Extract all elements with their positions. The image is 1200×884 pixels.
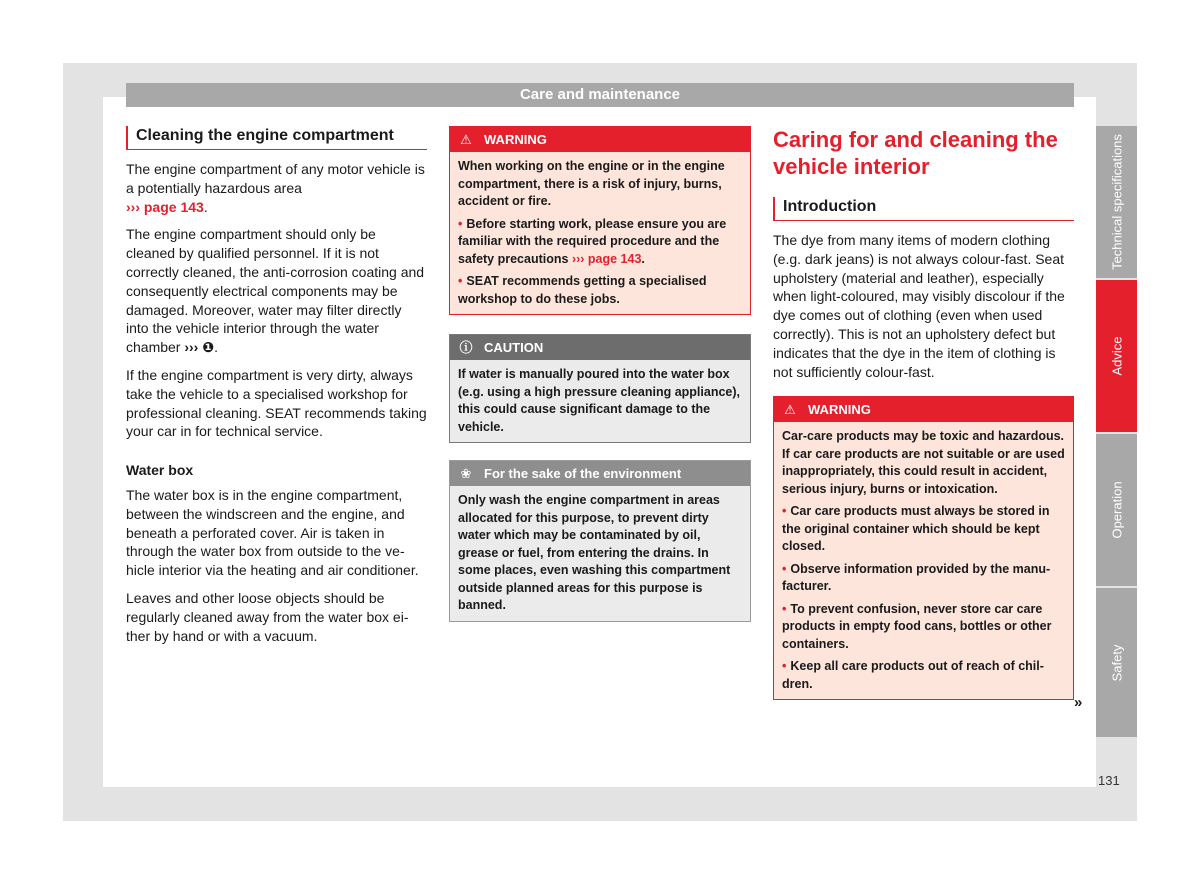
page-link[interactable]: ››› page 143 xyxy=(571,251,642,266)
bullet-icon: • xyxy=(782,601,787,616)
paragraph: The dye from many items of modern clothing (e.g. dark jeans) is not always colour-fast. Seat upholstery (material and leather), especially when light-coloured, may visibly discolour if the dye comes out of clothing (even when used correctly). This is not an upholstery defect but indicates that the dye in the item of clothing is not sufficiently colour-fast. xyxy=(773,232,1065,380)
bullet-icon: • xyxy=(458,274,463,288)
tab-safety[interactable]: Safety xyxy=(1096,588,1137,737)
page-link[interactable]: ››› page 143 xyxy=(126,198,204,215)
warning-bullet: • Observe information provided by the manufacturer. xyxy=(782,561,1051,594)
environment-box xyxy=(449,460,751,622)
warning-header: ⚠ WARNING xyxy=(450,127,750,152)
bullet-icon: • xyxy=(782,504,787,519)
caution-text: If water is manually poured into the water box (e.g. using a high pressure cleaning appliance), this could cause significant damage to the vehicle. xyxy=(458,367,741,434)
warning-reference-link[interactable]: ››› ❶ xyxy=(184,339,215,356)
column-engine-compartment xyxy=(126,126,427,645)
warning-intro: When working on the engine or in the engine compartment, there is a risk of injury, burns, accident or fire. xyxy=(458,159,725,208)
section-heading: Cleaning the engine compartment xyxy=(126,126,427,150)
caution-header: ⓘ CAUTION xyxy=(450,335,750,360)
warning-header: ⚠ WARNING xyxy=(774,397,1073,422)
environment-header: ❀ For the sake of the environment xyxy=(450,461,750,486)
warning-triangle-icon: ⚠ xyxy=(784,402,796,418)
caution-box xyxy=(449,334,751,443)
warning-intro: Car-care products may be toxic and hazardous. If car care products are not suitable or are used inappropriately, this could result in accident, serious injury, burns or intoxication. xyxy=(782,429,1065,496)
warning-bullet: • Keep all care products out of reach of children. xyxy=(782,659,1044,691)
warning-bullet: • SEAT recommends getting a specialised workshop to do these jobs. xyxy=(458,274,707,306)
bullet-icon: • xyxy=(458,216,463,231)
column-interior-care xyxy=(773,126,1074,700)
paragraph: The water box is in the engine compartment, between the windscreen and the engine, and beneath a perforated cover. Air is taken in through the water box from outside to the vehicle interior via the heating and air conditioner. xyxy=(126,486,419,579)
chapter-title: Caring for and cleaning the vehicle interior xyxy=(773,127,1058,179)
environment-flower-icon: ❀ xyxy=(460,466,472,481)
paragraph: The engine compartment of any motor vehicle is a potentially hazardous area ››› page 143. xyxy=(126,161,425,215)
paragraph: Leaves and other loose objects should be regularly cleaned away from the water box either by hand or with a vacuum. xyxy=(126,589,409,644)
warning-box xyxy=(449,126,751,315)
warning-bullet: • Before starting work, please ensure you are familiar with the required procedure and the safety precautions ››› page 143. xyxy=(458,216,727,266)
paragraph: If the engine compartment is very dirty, always take the vehicle to a specialised workshop for professional cleaning. SEAT recommends taking your car in for technical service. xyxy=(126,366,427,440)
introduction-heading: Introduction xyxy=(773,197,1074,221)
warning-bullet: • Car care products must always be stored in the original container which should be kept closed. xyxy=(782,504,1050,554)
paragraph: The engine compartment should only be cleaned by qualified personnel. If it is not correctly cleaned, the anti-corrosion coating and consequently electrical components may be damaged. Moreover, water may filter directly into the vehicle interior through the water chamber ››› ❶. xyxy=(126,226,425,356)
tab-technical-specifications[interactable]: Technical specifications xyxy=(1096,126,1137,278)
caution-icon: ⓘ xyxy=(459,340,473,355)
warning-box xyxy=(773,396,1074,700)
water-box-heading: Water box xyxy=(126,462,194,479)
warning-bullet: • To prevent confusion, never store car care products in empty food cans, bottles or other containers. xyxy=(782,601,1052,651)
bullet-icon: • xyxy=(782,561,787,576)
tab-advice[interactable]: Advice xyxy=(1096,280,1137,432)
warning-triangle-icon: ⚠ xyxy=(460,132,472,147)
page-number: 131 xyxy=(1098,773,1120,788)
continue-arrow-icon: » xyxy=(1074,694,1083,711)
bullet-icon: • xyxy=(782,659,787,674)
section-header: Care and maintenance xyxy=(126,83,1074,107)
environment-text: Only wash the engine compartment in areas allocated for this purpose, to prevent dirty water which may be contaminated by oil, grease or fuel, from entering the drains. In some places, even washing this compartment outside planned areas for this purpose is banned. xyxy=(458,493,731,612)
column-notices xyxy=(449,126,751,622)
tab-operation[interactable]: Operation xyxy=(1096,434,1137,586)
